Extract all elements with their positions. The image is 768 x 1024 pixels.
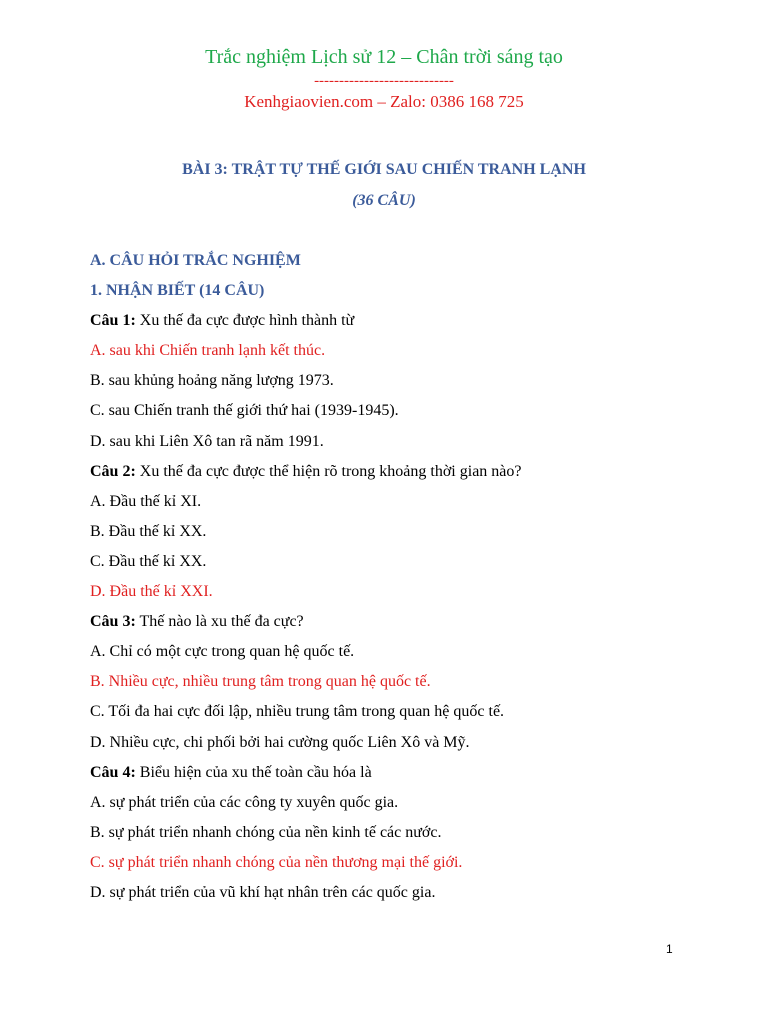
question-2 [90,461,690,491]
question-4 [90,762,690,792]
question-1-option-a-correct: A. sau khi Chiến tranh lạnh kết thúc. [90,342,326,360]
question-2-option-c: C. Đầu thế kỉ XX. [90,552,207,570]
lesson-question-count: (36 CÂU) [352,192,416,209]
section-heading: A. CÂU HỎI TRẮC NGHIỆM [90,252,301,269]
question-2-option-b: B. Đầu thế kỉ XX. [90,522,207,540]
question-4-option-c-correct: C. sự phát triển nhanh chóng của nền thương mại thế giới. [90,853,463,871]
question-1-option-d: D. sau khi Liên Xô tan rã năm 1991. [90,432,324,450]
question-text: Biểu hiện của xu thế toàn cầu hóa là [135,763,372,781]
header-site-contact: Kenhgiaovien.com – Zalo: 0386 168 725 [244,92,524,111]
question-label: Câu 4: [90,763,136,781]
lesson-title: BÀI 3: TRẬT TỰ THẾ GIỚI SAU CHIẾN TRANH LẠNH [182,161,586,178]
question-2-option-d-correct: D. Đầu thế kỉ XXI. [90,583,213,601]
question-3 [90,611,690,641]
question-2-option-a: A. Đầu thế kỉ XI. [90,492,202,510]
question-label: Câu 2: [90,462,136,480]
question-4-option-b: B. sự phát triển nhanh chóng của nền kinh tế các nước. [90,823,442,841]
question-3-option-c: C. Tối đa hai cực đối lập, nhiều trung tâm trong quan hệ quốc tế. [90,703,505,721]
question-4-option-d: D. sự phát triển của vũ khí hạt nhân trên các quốc gia. [90,883,436,901]
question-text: Xu thế đa cực được hình thành từ [135,312,355,330]
document-header-title: Trắc nghiệm Lịch sử 12 – Chân trời sáng tạo [205,46,563,68]
header-divider: ---------------------------- [314,73,454,89]
question-text: Xu thế đa cực được thể hiện rõ trong khoảng thời gian nào? [135,462,522,480]
question-3-option-b-correct: B. Nhiều cực, nhiều trung tâm trong quan hệ quốc tế. [90,673,431,691]
question-3-option-a: A. Chỉ có một cực trong quan hệ quốc tế. [90,643,355,661]
question-4-option-a: A. sự phát triển của các công ty xuyên quốc gia. [90,793,399,811]
question-1-option-b: B. sau khủng hoảng năng lượng 1973. [90,372,334,390]
question-label: Câu 1: [90,312,136,330]
question-1 [90,310,690,340]
section-subheading: 1. NHẬN BIẾT (14 CÂU) [90,282,265,300]
page-number: 1 [666,942,673,956]
document-body [90,250,690,912]
question-text: Thế nào là xu thế đa cực? [135,613,304,631]
question-1-option-c: C. sau Chiến tranh thế giới thứ hai (1939-1945). [90,402,399,420]
question-3-option-d: D. Nhiều cực, chi phối bởi hai cường quốc Liên Xô và Mỹ. [90,733,470,751]
question-label: Câu 3: [90,613,136,631]
